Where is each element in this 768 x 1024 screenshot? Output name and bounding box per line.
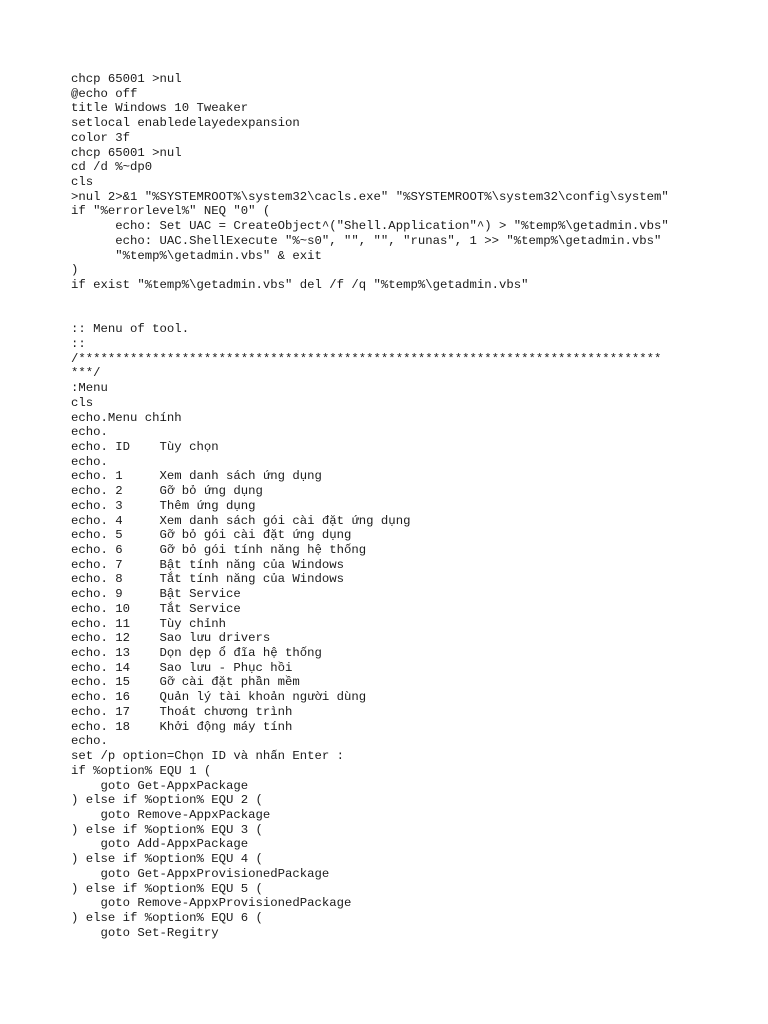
menu-item-line: echo. 8 Tắt tính năng của Windows [71,572,345,587]
code-line: echo: Set UAC = CreateObject^("Shell.Application"^) > "%temp%\getadmin.vbs" [71,219,669,234]
menu-item-line: echo. 13 Dọn dẹp ổ đĩa hệ thống [71,646,322,661]
prompt-line: set /p option=Chọn ID và nhấn Enter : [71,749,345,764]
code-line: @echo off [71,86,138,101]
code-line: title Windows 10 Tweaker [71,101,249,116]
comment-line: :: [71,336,86,351]
menu-header-line: echo. ID Tùy chọn [71,439,219,454]
menu-item-line: echo. 10 Tắt Service [71,601,241,616]
code-line: ) else if %option% EQU 4 ( [71,852,263,867]
code-line: echo. [71,425,108,440]
code-line: color 3f [71,130,131,145]
code-line: >nul 2>&1 "%SYSTEMROOT%\system32\cacls.exe" "%SYSTEMROOT%\system32\config\system" [71,189,669,204]
code-line: echo: UAC.ShellExecute "%~s0", "", "", "runas", 1 >> "%temp%\getadmin.vbs" [71,233,662,248]
menu-item-line: echo. 16 Quản lý tài khoản người dùng [71,690,367,705]
comment-separator: ***/ [71,366,101,381]
menu-item-line: echo. 4 Xem danh sách gói cài đặt ứng dụng [71,513,411,528]
comment-line: :: Menu of tool. [71,322,190,337]
code-line: goto Get-AppxProvisionedPackage [71,866,330,881]
code-line: ) [71,263,79,278]
menu-item-line: echo. 3 Thêm ứng dụng [71,498,256,513]
code-line: chcp 65001 >nul [71,72,182,86]
menu-title-line: echo.Menu chính [71,410,182,425]
menu-item-line: echo. 14 Sao lưu - Phục hồi [71,660,293,675]
code-line: if "%errorlevel%" NEQ "0" ( [71,204,271,219]
menu-item-line: echo. 1 Xem danh sách ứng dụng [71,469,322,484]
code-line: ) else if %option% EQU 5 ( [71,881,263,896]
code-line: goto Get-AppxPackage [71,778,249,793]
code-line: echo. [71,734,108,749]
menu-item-line: echo. 17 Thoát chương trình [71,704,293,719]
menu-item-line: echo. 6 Gỡ bỏ gói tính năng hệ thống [71,543,367,557]
menu-item-line: echo. 5 Gỡ bỏ gói cài đặt ứng dụng [71,528,352,543]
code-line: cls [71,395,94,410]
code-line: if exist "%temp%\getadmin.vbs" del /f /q "%temp%\getadmin.vbs" [71,278,529,293]
menu-item-line: echo. 9 Bật Service [71,587,241,602]
comment-separator: /******************************************************************************* [71,351,662,366]
code-line: echo. [71,454,108,469]
menu-item-line: echo. 18 Khởi động máy tính [71,719,293,734]
code-line: goto Remove-AppxPackage [71,807,271,822]
blank-line [71,308,669,323]
menu-item-line: echo. 2 Gỡ bỏ ứng dụng [71,484,263,499]
code-line: if %option% EQU 1 ( [71,763,212,778]
code-line: ) else if %option% EQU 3 ( [71,822,263,837]
code-line: ) else if %option% EQU 6 ( [71,910,263,925]
code-line: "%temp%\getadmin.vbs" & exit [71,248,322,263]
blank-line [71,293,669,308]
code-line: ) else if %option% EQU 2 ( [71,793,263,808]
menu-label: :Menu [71,381,108,396]
code-line: cls [71,175,94,190]
menu-item-line: echo. 12 Sao lưu drivers [71,631,271,646]
menu-item-line: echo. 7 Bật tính năng của Windows [71,557,345,572]
code-line: chcp 65001 >nul [71,145,182,160]
menu-item-line: echo. 11 Tùy chỉnh [71,616,226,631]
code-line: goto Add-AppxPackage [71,837,249,852]
code-line: goto Set-Regitry [71,925,219,940]
code-line: goto Remove-AppxProvisionedPackage [71,896,352,911]
code-line: cd /d %~dp0 [71,160,153,175]
script-listing [71,72,669,940]
code-line: setlocal enabledelayedexpansion [71,116,300,131]
menu-item-line: echo. 15 Gỡ cài đặt phần mềm [71,675,300,690]
